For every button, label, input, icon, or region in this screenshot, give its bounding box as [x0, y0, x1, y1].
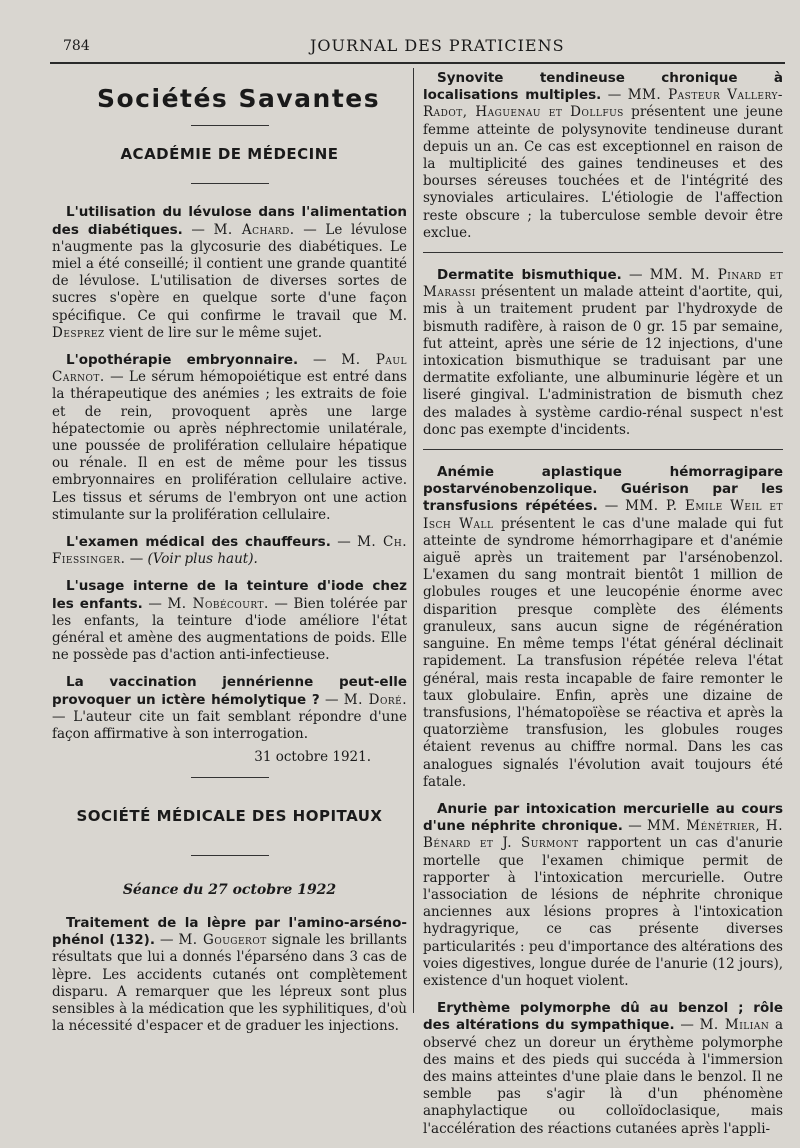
article-heading: L'usage interne de la teinture d'iode chez les enfants.	[52, 578, 407, 612]
article-anemie: Anémie aplastique hémorragipare postarvénobenzolique. Guérison par les transfusions répétées. — MM. P. Emile Weil et Isch Wall présentent le cas d'une malade qui fut atteinte de syndrome hémorrhagipare et d'anémie aiguë après un traitement par l'arsénobenzol. L'examen du sang montrait bientôt 1 million de globules rouges et une leucopénie énorme avec disparition presque complète des éléments granuleux, sans aucun signe de régénération sanguine. En même temps l'état général déclinait rapidement. La transfusion répétée releva l'état général, mais resta incapable de faire remonter le taux globulaire. Enfin, après une dizaine de transfusions, l'hématopoïèse se réactiva et après la quatorzième transfusion, les globules rouges étaient revenus au chiffre normal. Dans les cas analogues signalés l'évolution avait toujours été fatale.	[423, 464, 784, 790]
article-author: M. Milian	[699, 1017, 770, 1034]
session-date: 31 octobre 1921.	[254, 749, 371, 766]
article-text: Le sérum hémopoiétique est entré dans la thérapeutique des anémies ; les extraits de foie et de rein, provoquent après une large hépatectomie ou après néphrectomie unilatérale, une poussée de prolifération cellulaire hépatique ou rénale. Il en est de même pour les tissus embryonnaires en prolifération cellulaire active. Les tissus et sérums de l'embryon ont une action stimulante sur la prolifération cellulaire.	[52, 369, 407, 523]
article-author: M. Achard.	[213, 221, 295, 238]
article-heading: La vaccination jennérienne peut-elle provoquer un ictère hémolytique ?	[52, 674, 407, 708]
article-text: L'auteur cite un fait semblant répondre d'une façon affirmative à son interrogation.	[52, 708, 407, 743]
left-column	[52, 70, 407, 1045]
article-author: MM. Ménétrier, H. Bénard et J. Surmont	[423, 818, 783, 852]
article-author: M. Ch. Fiessinger.	[52, 534, 408, 568]
section-heading-hopitaux: SOCIÉTÉ MÉDICALE DES HOPITAUX	[76, 806, 383, 825]
article-separator	[423, 252, 783, 253]
header-rule	[50, 62, 785, 64]
article-heading: L'examen médical des chauffeurs.	[66, 534, 331, 551]
page-title: Sociétés Savantes	[97, 84, 381, 113]
article-heading: Traitement de la lèpre par l'amino-arséno-phénol (132).	[52, 914, 407, 949]
right-column	[423, 70, 783, 1148]
article-heading: L'utilisation du lévulose dans l'alimentation des diabétiques.	[52, 204, 407, 238]
article-lepre: Traitement de la lèpre par l'amino-arséno-phénol (132). — M. Gougerot signale les brillants résultats que lui a donnés l'éparséno dans 3 cas de lèpre. Les accidents cutanés ont complètement disparu. A remarquer que les lépreux sont plus sensibles à la médication que les syphilitiques, d'où la nécessité d'espacer et de graduer les injections.	[52, 914, 407, 1035]
section-divider	[191, 777, 269, 778]
article-levulose: L'utilisation du lévulose dans l'alimentation des diabétiques. — M. Achard. — Le lévulose n'augmente pas la glycosurie des diabétiques. Le miel a été conseillé; il contient une grande quantité de lévulose. L'utilisation de diverses sortes de sucres s'opère en quelque sorte d'une façon spécifique. Ce qui confirme le travail que M. Desprez vient de lire sur le même sujet.	[52, 204, 407, 341]
article-author: MM. M. Pinard et Marassi	[423, 267, 783, 301]
article-heading: Synovite tendineuse chronique à localisations multiples.	[423, 70, 783, 104]
article-author: M. Paul Carnot.	[52, 352, 407, 386]
article-heading: Erythème polymorphe dû au benzol ; rôle des altérations du sympathique.	[423, 1000, 783, 1034]
article-text: Le lévulose n'augmente pas la glycosurie des diabétiques. Le miel a été conseillé; il contient une grande quantité de lévulose. L'utilisation de diverses sortes de sucres s'opère en quelque sorte d'une façon spécifique. Ce qui confirme le travail que M.	[52, 221, 407, 324]
section-divider	[191, 183, 269, 184]
article-opotherapie: L'opothérapie embryonnaire. — M. Paul Carnot. — Le sérum hémopoiétique est entré dans la thérapeutique des anémies ; les extraits de foie et de rein, provoquent après une large hépatectomie ou après néphrectomie unilatérale, une poussée de prolifération cellulaire hépatique ou rénale. Il en est de même pour les tissus embryonnaires en prolifération cellulaire active. Les tissus et sérums de l'embryon ont une action stimulante sur la prolifération cellulaire.	[52, 352, 407, 523]
article-text: vient de lire sur le même sujet.	[109, 324, 323, 341]
article-heading: Anurie par intoxication mercurielle au cours d'une néphrite chronique.	[423, 800, 783, 835]
article-author: MM. P. Emile Weil et Isch Wall	[423, 498, 783, 532]
article-vaccination: La vaccination jennérienne peut-elle provoquer un ictère hémolytique ? — M. Doré. — L'auteur cite un fait semblant répondre d'une façon affirmative à son interrogation.	[52, 674, 408, 743]
article-text: Bien tolérée par les enfants, la teinture d'iode améliore l'état général et amène des augmentations de poids. Elle ne possède pas d'action anti-infectieuse.	[52, 595, 408, 664]
article-text: a observé chez un doreur un érythème polymorphe des mains et des pieds qui succéda à l'immersion des mains atteintes d'une plaie dans le benzol. Il ne semble pas s'agir là d'un phénomène anaphylactique ou colloïdoclasique, mais l'accélération des réactions cutanées après l'appli-	[423, 1017, 783, 1137]
running-title: JOURNAL DES PRATICIENS	[310, 36, 565, 55]
article-chauffeurs: L'examen médical des chauffeurs. — M. Ch. Fiessinger. — (Voir plus haut).	[52, 534, 408, 568]
article-synovite: Synovite tendineuse chronique à localisations multiples. — MM. Pasteur Vallery-Radot, Haguenau et Dollfus présentent une jeune femme atteinte de polysynovite tendineuse durant depuis un an. Ce cas est exceptionnel en raison de la multiplicité des gaines tendineuses et des bourses séreuses touchées et de l'intégrité des synoviales articulaires. L'étiologie de l'affection reste obscure ; la tuberculose semble devoir être exclue.	[423, 70, 783, 241]
article-heading: Dermatite bismuthique.	[437, 267, 622, 284]
article-text: signale les brillants résultats que lui a donnés l'éparséno dans 3 cas de lèpre. Les accidents cutanés ont complètement disparu. A remarquer que les lépreux sont plus sensibles à la médication que les syphilitiques, d'où la nécessité d'espacer et de graduer les injections.	[52, 932, 407, 1035]
article-anurie: Anurie par intoxication mercurielle au cours d'une néphrite chronique. — MM. Ménétrier, H. Bénard et J. Surmont rapportent un cas d'anurie mortelle que l'examen chimique permit de rapporter à l'intoxication mercurielle. Outre l'association de lésions de néphrite chronique anciennes aux lésions propres à l'intoxication hydragyrique, ce cas présente diverses particularités : peu d'importance des altérations des voies digestives, longue durée de l'anurie (12 jours), existence d'un hoquet violent.	[423, 800, 783, 989]
title-divider	[191, 125, 269, 126]
article-author: MM. Pasteur Vallery-Radot, Haguenau et Dollfus	[423, 87, 783, 121]
seance-date: Séance du 27 octobre 1922	[122, 881, 337, 898]
article-author: M. Nobécourt.	[167, 595, 269, 612]
article-iode: L'usage interne de la teinture d'iode chez les enfants. — M. Nobécourt. — Bien tolérée par les enfants, la teinture d'iode améliore l'état général et amène des augmentations de poids. Elle ne possède pas d'action anti-infectieuse.	[52, 578, 408, 664]
article-text: présentent une jeune femme atteinte de polysynovite tendineuse durant depuis un an. Ce cas est exceptionnel en raison de la multiplicité des gaines tendineuses et des bourses séreuses touchées et de l'intégrité des synoviales articulaires. L'étiologie de l'affection reste obscure ; la tuberculose semble devoir être exclue.	[423, 104, 783, 241]
section-divider	[191, 855, 269, 856]
article-dermatite: Dermatite bismuthique. — MM. M. Pinard et Marassi présentent un malade atteint d'aortite, qui, mis à un traitement prudent par l'hydroxyde de bismuth radifère, à raison de 0 gr. 15 par semaine, fut atteint, après une série de 12 injections, d'une intoxication bismuthique se traduisant par une dermatite exfoliante, une albuminurie légère et un liseré gingival. L'administration de bismuth chez des malades à système cardio-rénal suspect n'est donc pas exempte d'incidents.	[423, 267, 784, 438]
section-heading-academie: ACADÉMIE DE MÉDECINE	[120, 145, 339, 164]
article-heading: L'opothérapie embryonnaire.	[66, 352, 299, 369]
column-divider	[413, 68, 414, 1013]
article-text: rapportent un cas d'anurie mortelle que l'examen chimique permit de rapporter à l'intoxication mercurielle. Outre l'association de lésions de néphrite chronique anciennes aux lésions propres à l'intoxication hydragyrique, ce cas présente diverses particularités : peu d'importance des altérations des voies digestives, longue durée de l'anurie (12 jours), existence d'un hoquet violent.	[423, 835, 783, 989]
article-erytheme: Erythème polymorphe dû au benzol ; rôle des altérations du sympathique. — M. Milian a observé chez un doreur un érythème polymorphe des mains et des pieds qui succéda à l'immersion des mains atteintes d'une plaie dans le benzol. Il ne semble pas s'agir là d'un phénomène anaphylactique ou colloïdoclasique, mais l'accélération des réactions cutanées après l'appli-	[423, 1000, 783, 1137]
article-heading: Anémie aplastique hémorragipare postarvénobenzolique. Guérison par les transfusions répétées.	[423, 464, 783, 515]
article-text: présentent un malade atteint d'aortite, qui, mis à un traitement prudent par l'hydroxyde de bismuth radifère, à raison de 0 gr. 15 par semaine, fut atteint, après une série de 12 injections, d'une intoxication bismuthique se traduisant par une dermatite exfoliante, une albuminurie légère et un liseré gingival. L'administration de bismuth chez des malades à système cardio-rénal suspect n'est donc pas exempte d'incidents.	[423, 284, 784, 438]
article-text: (Voir plus haut).	[147, 551, 258, 568]
article-separator	[423, 449, 783, 450]
article-author: Desprez	[52, 324, 105, 341]
page-number: 784	[63, 38, 90, 54]
article-author: M. Gougerot	[178, 932, 267, 949]
article-text: présentent le cas d'une malade qui fut atteinte de syndrome hémorrhagipare et d'anémie aiguë après un traitement par l'arsénobenzol. L'examen du sang montrait bientôt 1 million de globules rouges et une leucopénie énorme avec disparition presque complète des éléments granuleux, sans aucun signe de régénération sanguine. En même temps l'état général déclinait rapidement. La transfusion répétée releva l'état général, mais resta incapable de faire remonter le taux globulaire. Enfin, après une dizaine de transfusions, l'hématopoïèse se réactiva et après la quatorzième transfusion, les globules rouges étaient revenus au chiffre normal. Dans les cas analogues signalés l'évolution avait toujours été fatale.	[423, 515, 784, 790]
article-author: M. Doré.	[343, 691, 408, 708]
